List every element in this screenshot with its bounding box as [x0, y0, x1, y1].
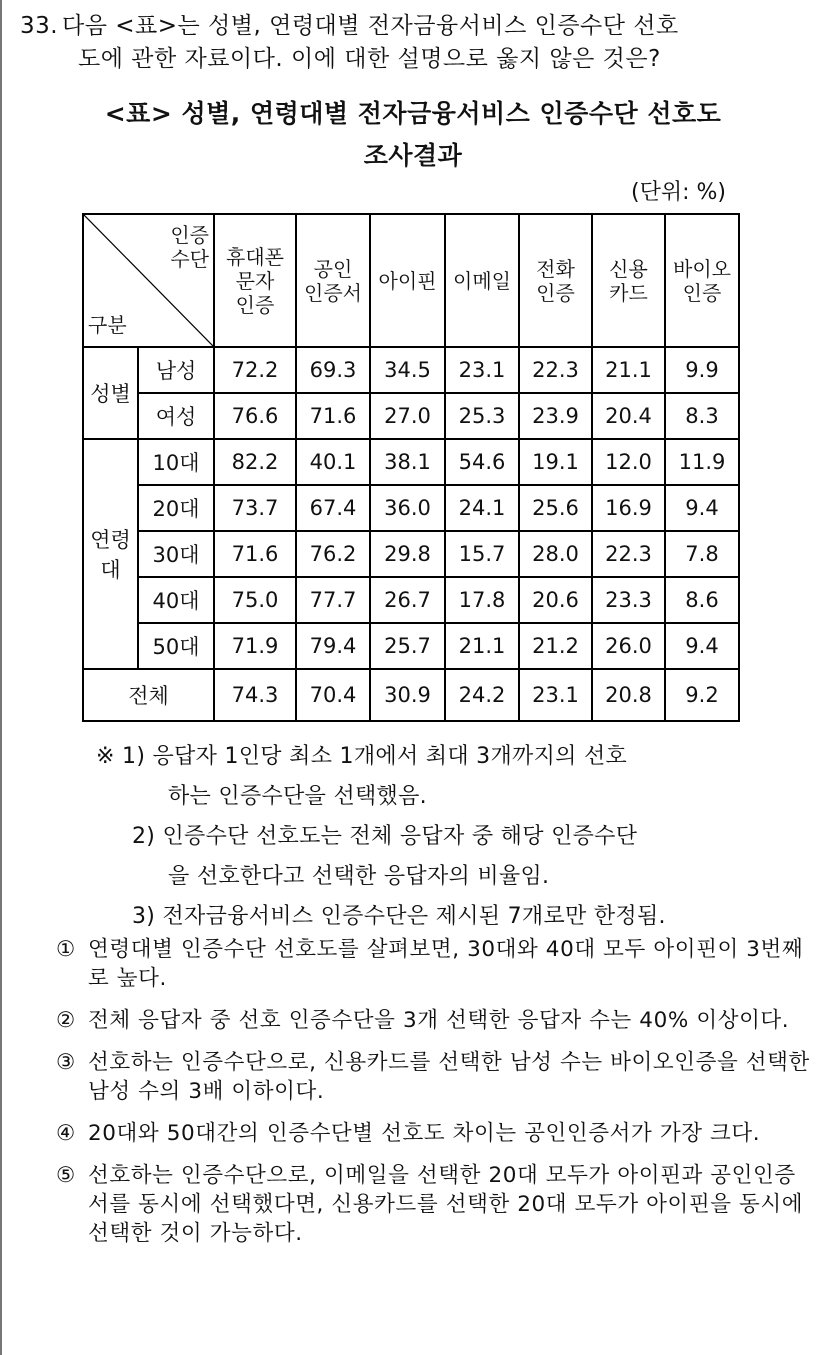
- cell: 15.7: [445, 531, 519, 577]
- row-label-total: 전체: [83, 669, 214, 721]
- cell: 71.9: [214, 623, 296, 669]
- cell: 34.5: [370, 347, 445, 393]
- group-label-age: 연령 대: [83, 439, 138, 669]
- choice-text: 연령대별 인증수단 선호도를 살펴보면, 30대와 40대 모두 아이핀이 3번째로 높다.: [88, 937, 804, 991]
- cell: 9.4: [665, 485, 739, 531]
- footnote-2-cont: 을 선호한다고 선택한 응답자의 비율임.: [168, 864, 550, 889]
- question-stem-line2: 도에 관한 자료이다. 이에 대한 설명으로 옳지 않은 것은?: [78, 46, 661, 72]
- choice-text: 20대와 50대간의 인증수단별 선호도 차이는 공인인증서가 가장 크다.: [88, 1121, 761, 1146]
- corner-header-cell: [83, 214, 214, 347]
- choice-1[interactable]: [56, 935, 816, 993]
- cell: 20.6: [519, 577, 592, 623]
- cell: 16.9: [592, 485, 665, 531]
- footnote-2: 2) 인증수단 선호도는 전체 응답자 중 해당 인증수단: [132, 824, 638, 849]
- row-label: 30대: [138, 531, 214, 577]
- cell: 21.1: [592, 347, 665, 393]
- cell: 24.1: [445, 485, 519, 531]
- cell: 23.9: [519, 393, 592, 439]
- table-unit: (단위: %): [631, 180, 726, 205]
- row-label: 20대: [138, 485, 214, 531]
- cell: 26.0: [592, 623, 665, 669]
- row-label: 여성: [138, 393, 214, 439]
- cell: 71.6: [296, 393, 370, 439]
- cell: 22.3: [519, 347, 592, 393]
- corner-label-method: 인증 수단: [170, 223, 209, 271]
- choice-text: 선호하는 인증수단으로, 신용카드를 선택한 남성 수는 바이오인증을 선택한 남성 수의 3배 이하이다.: [88, 1050, 810, 1104]
- cell: 28.0: [519, 531, 592, 577]
- cell: 24.2: [445, 669, 519, 721]
- choice-2[interactable]: [56, 1006, 816, 1035]
- row-label: 50대: [138, 623, 214, 669]
- cell: 70.4: [296, 669, 370, 721]
- cell: 71.6: [214, 531, 296, 577]
- page-left-border: [0, 0, 2, 1355]
- cell: 9.2: [665, 669, 739, 721]
- cell: 54.6: [445, 439, 519, 485]
- cell: 26.7: [370, 577, 445, 623]
- footnote-1: ※ 1) 응답자 1인당 최소 1개에서 최대 3개까지의 선호: [96, 744, 628, 769]
- cell: 36.0: [370, 485, 445, 531]
- cell: 23.1: [445, 347, 519, 393]
- preference-table: [82, 213, 740, 722]
- cell: 75.0: [214, 577, 296, 623]
- table-title: <표> 성별, 연령대별 전자금융서비스 인증수단 선호도: [104, 99, 722, 128]
- answer-choices: [56, 935, 816, 1261]
- footnote-1-cont: 하는 인증수단을 선택했음.: [168, 784, 427, 809]
- cell: 22.3: [592, 531, 665, 577]
- choice-marker: ④: [56, 1121, 76, 1146]
- choice-4[interactable]: [56, 1119, 816, 1148]
- cell: 25.6: [519, 485, 592, 531]
- cell: 12.0: [592, 439, 665, 485]
- choice-marker: ⑤: [56, 1163, 76, 1188]
- row-label: 남성: [138, 347, 214, 393]
- total-row: [83, 669, 739, 721]
- cell: 25.3: [445, 393, 519, 439]
- table-row: [83, 577, 739, 623]
- table-row: [83, 393, 739, 439]
- footnote-3: 3) 전자금융서비스 인증수단은 제시된 7개로만 한정됨.: [132, 904, 666, 929]
- table-row: [83, 485, 739, 531]
- choice-3[interactable]: [56, 1048, 816, 1106]
- choice-text: 선호하는 인증수단으로, 이메일을 선택한 20대 모두가 아이핀과 공인인증서를 동시에 선택했다면, 신용카드를 선택한 20대 모두가 아이핀을 동시에 선택한 것이 가능하다.: [88, 1163, 804, 1246]
- col-header-email: 이메일: [445, 214, 519, 347]
- col-header-ipin: 아이핀: [370, 214, 445, 347]
- cell: 11.9: [665, 439, 739, 485]
- question-number: 33.: [20, 13, 59, 39]
- group-label-gender: 성별: [83, 347, 138, 439]
- corner-label-category: 구분: [88, 313, 127, 337]
- cell: 20.8: [592, 669, 665, 721]
- cell: 73.7: [214, 485, 296, 531]
- col-header-certificate: 공인 인증서: [296, 214, 370, 347]
- col-header-bio: 바이오 인증: [665, 214, 739, 347]
- cell: 8.3: [665, 393, 739, 439]
- table-title-line2: 조사결과: [363, 141, 463, 170]
- cell: 21.1: [445, 623, 519, 669]
- cell: 23.3: [592, 577, 665, 623]
- choice-marker: ②: [56, 1008, 76, 1033]
- choice-marker: ③: [56, 1050, 76, 1075]
- choice-5[interactable]: [56, 1161, 816, 1248]
- col-header-credit-card: 신용 카드: [592, 214, 665, 347]
- table-row: [83, 623, 739, 669]
- table-footnotes: [96, 737, 796, 937]
- col-header-sms: 휴대폰 문자 인증: [214, 214, 296, 347]
- header-row: [83, 214, 739, 347]
- cell: 17.8: [445, 577, 519, 623]
- cell: 30.9: [370, 669, 445, 721]
- cell: 29.8: [370, 531, 445, 577]
- table-row: [83, 439, 739, 485]
- cell: 25.7: [370, 623, 445, 669]
- cell: 40.1: [296, 439, 370, 485]
- cell: 67.4: [296, 485, 370, 531]
- cell: 79.4: [296, 623, 370, 669]
- cell: 21.2: [519, 623, 592, 669]
- choice-marker: ①: [56, 937, 76, 962]
- cell: 23.1: [519, 669, 592, 721]
- cell: 76.2: [296, 531, 370, 577]
- cell: 27.0: [370, 393, 445, 439]
- cell: 9.4: [665, 623, 739, 669]
- choice-text: 전체 응답자 중 선호 인증수단을 3개 선택한 응답자 수는 40% 이상이다.: [88, 1008, 790, 1033]
- cell: 74.3: [214, 669, 296, 721]
- question-stem: [20, 10, 810, 76]
- cell: 77.7: [296, 577, 370, 623]
- cell: 19.1: [519, 439, 592, 485]
- cell: 69.3: [296, 347, 370, 393]
- row-label: 40대: [138, 577, 214, 623]
- cell: 38.1: [370, 439, 445, 485]
- cell: 7.8: [665, 531, 739, 577]
- cell: 76.6: [214, 393, 296, 439]
- cell: 72.2: [214, 347, 296, 393]
- table-row: [83, 347, 739, 393]
- table-row: [83, 531, 739, 577]
- cell: 82.2: [214, 439, 296, 485]
- row-label: 10대: [138, 439, 214, 485]
- cell: 8.6: [665, 577, 739, 623]
- question-stem-line1: 다음 <표>는 성별, 연령대별 전자금융서비스 인증수단 선호: [62, 13, 679, 39]
- cell: 9.9: [665, 347, 739, 393]
- cell: 20.4: [592, 393, 665, 439]
- col-header-phone: 전화 인증: [519, 214, 592, 347]
